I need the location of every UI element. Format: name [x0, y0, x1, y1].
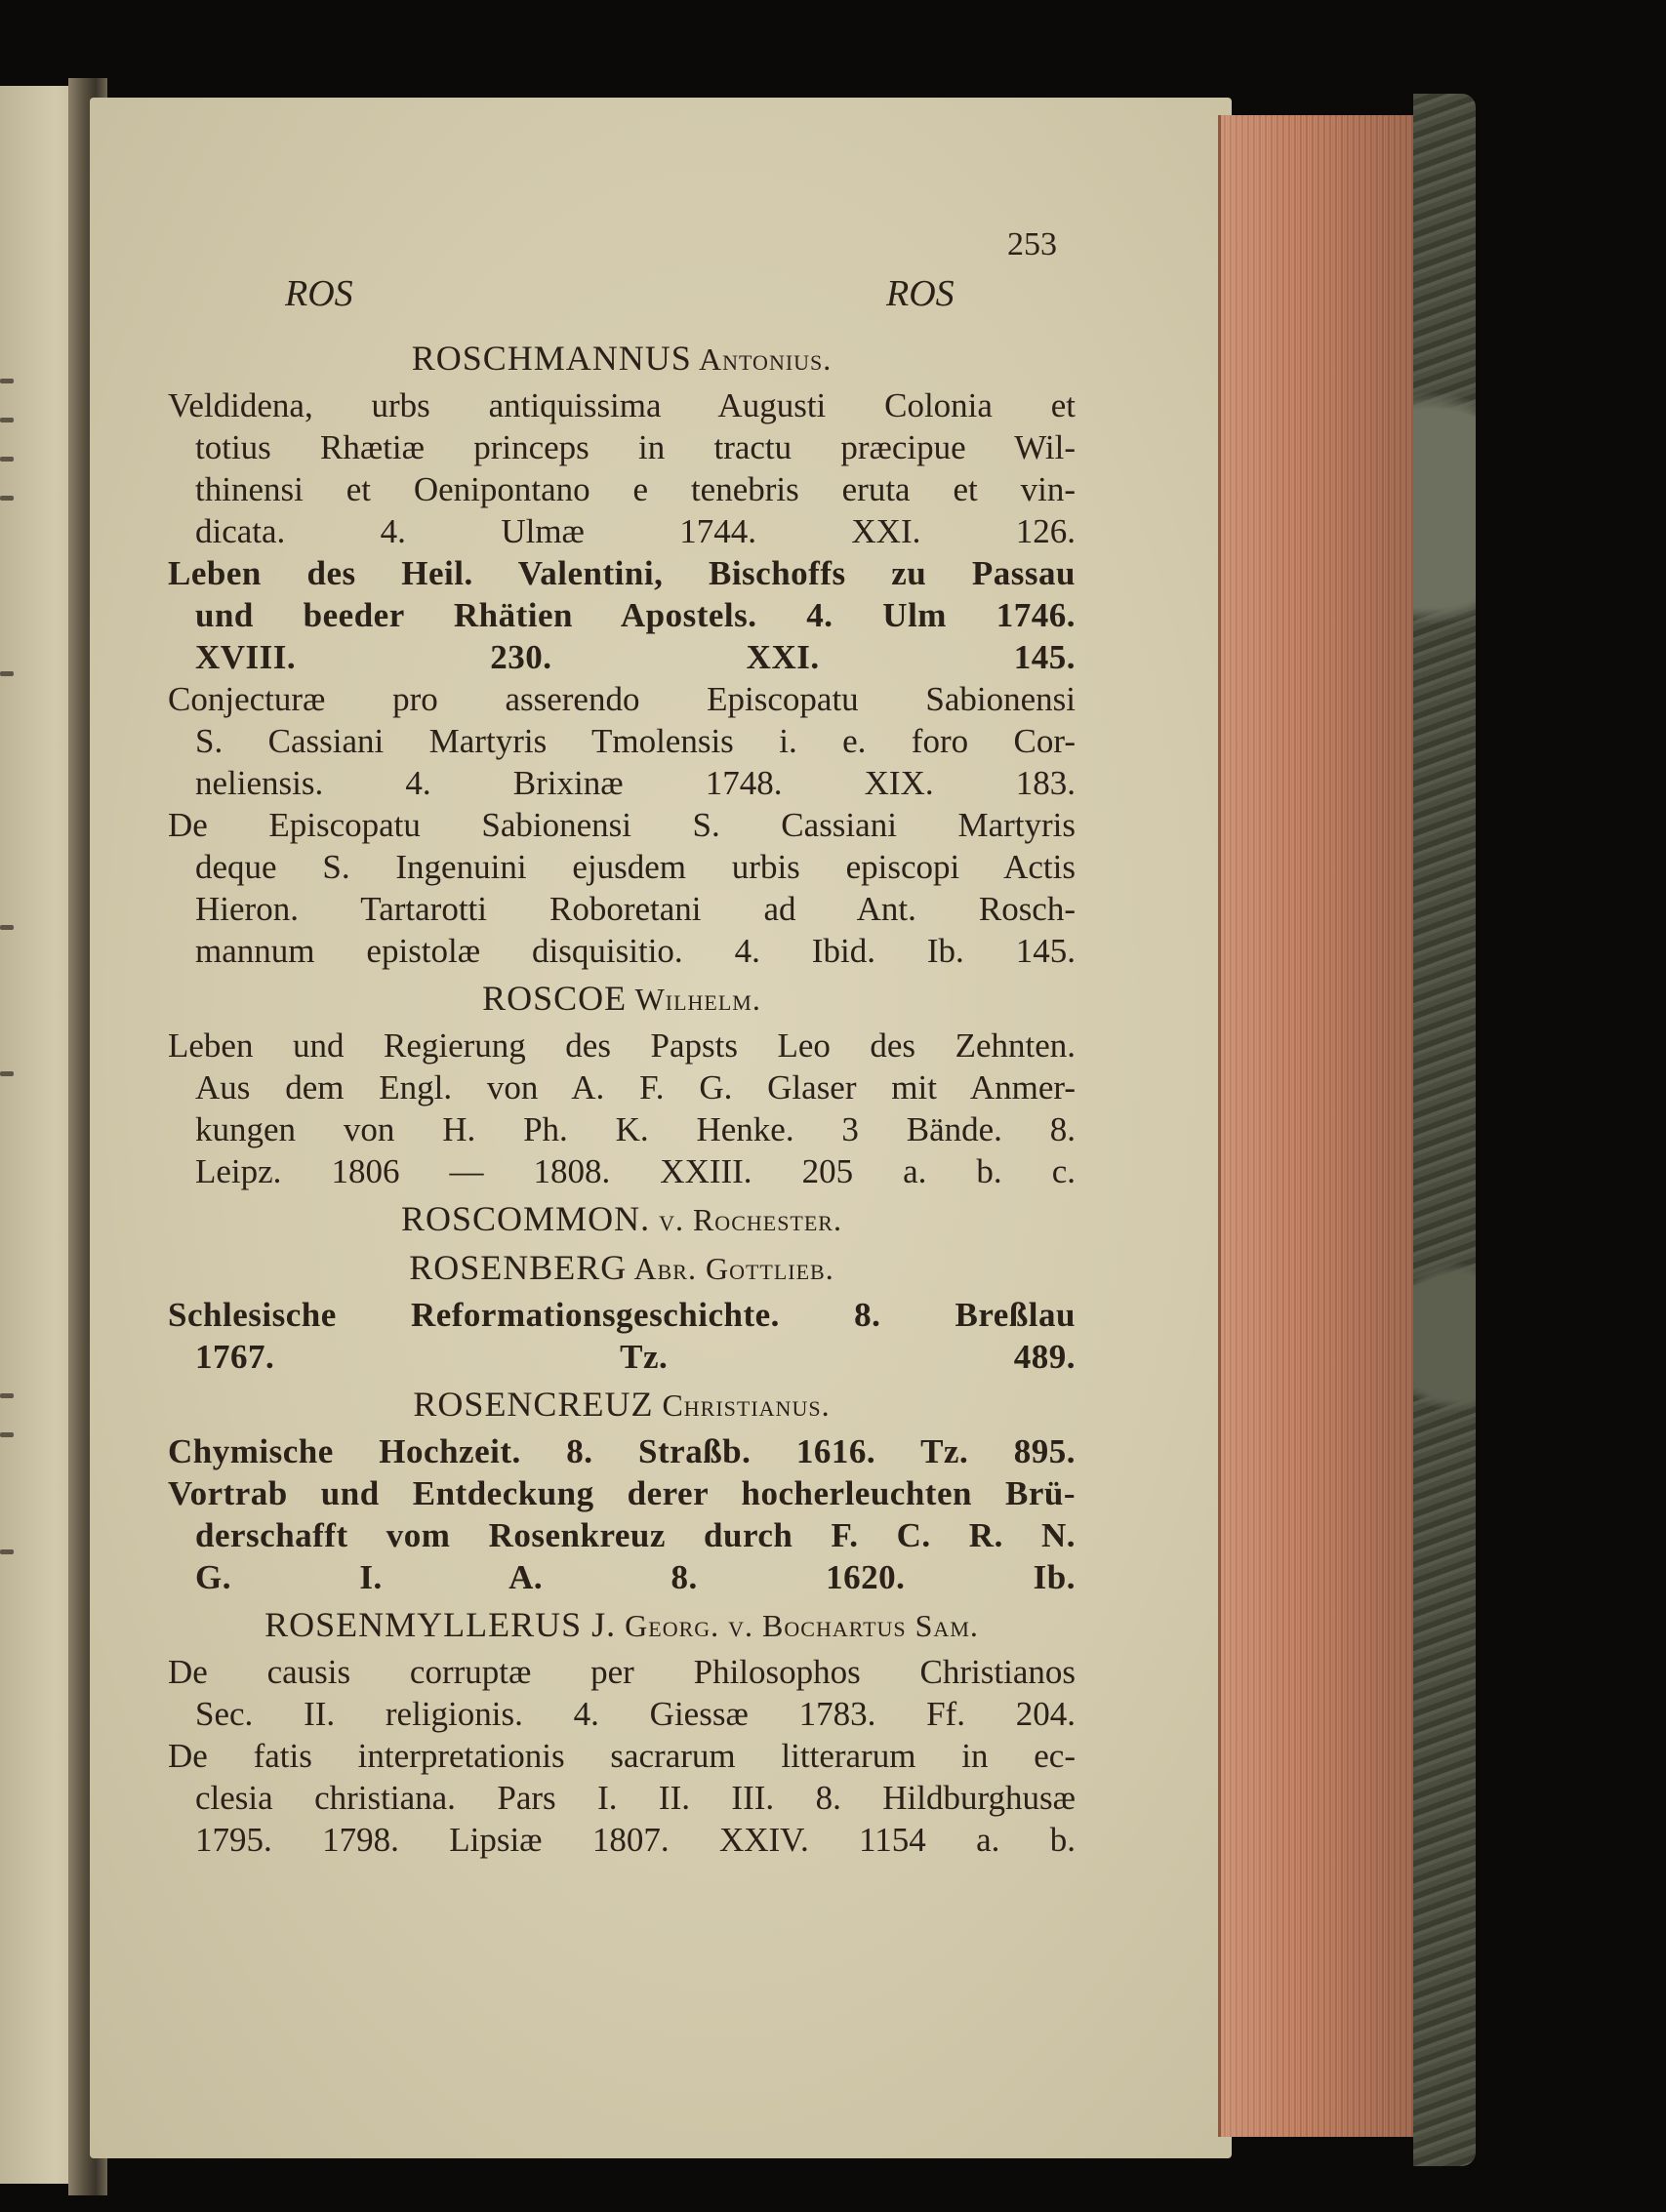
author-heading	[168, 978, 1076, 1021]
entry-line: Leben des Heil. Valentini, Bischoffs zu Passau	[168, 554, 1076, 592]
page-number: 253	[1007, 226, 1057, 262]
show-through-mark	[0, 925, 14, 930]
show-through-mark	[0, 1549, 14, 1554]
bibliographic-entry	[168, 1294, 1076, 1378]
author-heading	[168, 1604, 1076, 1647]
entry-line: Aus dem Engl. von A. F. G. Glaser mit Anmer-	[195, 1068, 1076, 1106]
entry-line: Schlesische Reformationsgeschichte. 8. Breßlau	[168, 1296, 1076, 1334]
show-through-mark	[0, 1071, 14, 1076]
entry-line: 1767. Tz. 489.	[195, 1338, 1076, 1376]
bibliographic-entry	[168, 552, 1076, 678]
entry-line: S. Cassiani Martyris Tmolensis i. e. foro Cor-	[195, 722, 1076, 760]
author-surname: ROSENCREUZ	[413, 1385, 654, 1424]
page-block-edge	[1218, 115, 1416, 2137]
entry-line: dicata. 4. Ulmæ 1744. XXI. 126.	[195, 512, 1076, 550]
entry-line: 1795. 1798. Lipsiæ 1807. XXIV. 1154 a. b.	[195, 1821, 1076, 1859]
entry-line: Conjecturæ pro asserendo Episcopatu Sabionensi	[168, 680, 1076, 718]
entry-line: De fatis interpretationis sacrarum litterarum in ec-	[168, 1737, 1076, 1775]
entry-line: kungen von H. Ph. K. Henke. 3 Bände. 8.	[195, 1110, 1076, 1148]
entry-line: G. I. A. 8. 1620. Ib.	[195, 1558, 1076, 1596]
author-given-name: Georg. v. Bochartus Sam.	[616, 1608, 979, 1643]
author-heading	[168, 1384, 1076, 1427]
author-surname: ROSCOMMON.	[401, 1199, 651, 1238]
bibliographic-entry	[168, 1025, 1076, 1192]
entry-line: Vortrab und Entdeckung derer hocherleuchten Brü-	[168, 1474, 1076, 1512]
bibliographic-entry	[168, 1735, 1076, 1861]
show-through-mark	[0, 1393, 14, 1398]
running-head	[168, 224, 1076, 314]
author-surname: ROSENMYLLERUS J.	[264, 1605, 617, 1644]
show-through-mark	[0, 457, 14, 462]
author-heading	[168, 1247, 1076, 1290]
entry-line: Hieron. Tartarotti Roboretani ad Ant. Rosch-	[195, 890, 1076, 928]
entry-line: De causis corruptæ per Philosophos Christianos	[168, 1653, 1076, 1691]
author-surname: ROSENBERG	[409, 1248, 628, 1287]
author-given-name: Wilhelm.	[627, 982, 761, 1017]
entry-line: Chymische Hochzeit. 8. Straßb. 1616. Tz. 895.	[168, 1432, 1076, 1470]
catalog-entries	[168, 338, 1076, 1861]
entry-line: clesia christiana. Pars I. II. III. 8. Hildburghusæ	[195, 1779, 1076, 1817]
bibliographic-entry	[168, 1472, 1076, 1598]
entry-line: XVIII. 230. XXI. 145.	[195, 638, 1076, 676]
show-through-mark	[0, 418, 14, 422]
author-heading	[168, 338, 1076, 381]
author-given-name: v. Rochester.	[650, 1202, 842, 1237]
bibliographic-entry	[168, 1651, 1076, 1735]
author-given-name: Christianus.	[653, 1388, 831, 1423]
entry-line: mannum epistolæ disquisitio. 4. Ibid. Ib. 145.	[195, 932, 1076, 970]
show-through-mark	[0, 1432, 14, 1437]
bibliographic-entry	[168, 804, 1076, 972]
show-through-mark	[0, 496, 14, 501]
entry-line: De Episcopatu Sabionensi S. Cassiani Martyris	[168, 806, 1076, 844]
running-head-left: ROS	[285, 273, 353, 314]
entry-line: totius Rhætiæ princeps in tractu præcipue Wil-	[195, 428, 1076, 466]
entry-line: Veldidena, urbs antiquissima Augusti Colonia et	[168, 386, 1076, 424]
bibliographic-entry	[168, 384, 1076, 552]
bibliographic-entry	[168, 1430, 1076, 1472]
page-text	[168, 224, 1076, 1861]
bibliographic-entry	[168, 678, 1076, 804]
entry-line: thinensi et Oenipontano e tenebris eruta et vin-	[195, 470, 1076, 508]
entry-line: deque S. Ingenuini ejusdem urbis episcopi Actis	[195, 848, 1076, 886]
entry-line: Sec. II. religionis. 4. Giessæ 1783. Ff. 204.	[195, 1695, 1076, 1733]
author-surname: ROSCHMANNUS	[411, 339, 692, 378]
book-cover	[1413, 94, 1476, 2166]
author-given-name: Abr. Gottlieb.	[627, 1251, 834, 1286]
running-head-right: ROS	[886, 273, 955, 314]
entry-line: und beeder Rhätien Apostels. 4. Ulm 1746.	[195, 596, 1076, 634]
entry-line: neliensis. 4. Brixinæ 1748. XIX. 183.	[195, 764, 1076, 802]
show-through-mark	[0, 379, 14, 383]
author-given-name: Antonius.	[691, 342, 833, 377]
author-surname: ROSCOE	[482, 979, 628, 1018]
entry-line: derschafft vom Rosenkreuz durch F. C. R. N.	[195, 1516, 1076, 1554]
show-through-mark	[0, 671, 14, 676]
entry-line: Leipz. 1806 — 1808. XXIII. 205 a. b. c.	[195, 1152, 1076, 1190]
author-heading	[168, 1198, 1076, 1241]
entry-line: Leben und Regierung des Papsts Leo des Zehnten.	[168, 1026, 1076, 1065]
